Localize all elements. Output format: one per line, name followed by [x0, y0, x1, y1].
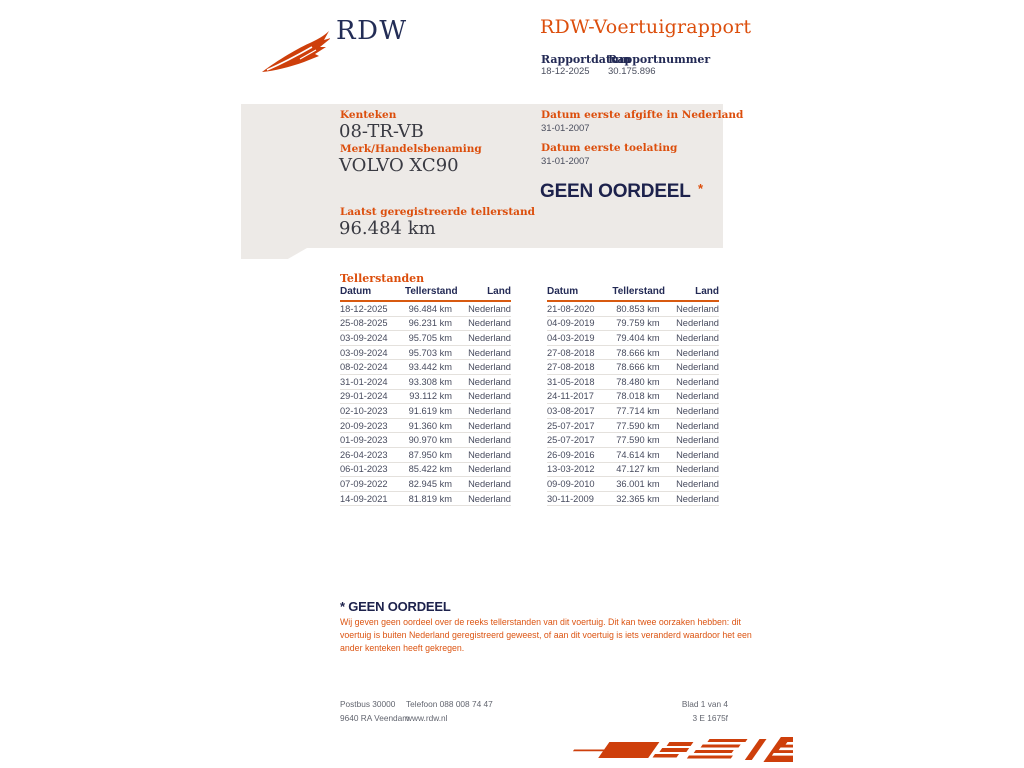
table-row — [340, 404, 511, 419]
cell-tellerstand: 93.308 km — [408, 376, 452, 387]
rapportnummer-label: Rapportnummer — [608, 53, 711, 66]
cell-land: Nederland — [676, 478, 719, 489]
laatste-tellerstand-label: Laatst geregistreerde tellerstand — [340, 206, 535, 218]
cell-datum: 14-09-2021 — [340, 493, 388, 504]
col-header-land: Land — [487, 286, 511, 297]
cell-datum: 03-09-2024 — [340, 347, 388, 358]
footnote-line: voertuig is buiten Nederland geregistreerd geweest, of aan dit voertuig is iets veranderd waardoor het een — [340, 630, 752, 640]
cell-tellerstand: 82.945 km — [408, 478, 452, 489]
merk-value: VOLVO XC90 — [339, 155, 459, 176]
geen-oordeel-footnote-heading: * GEEN OORDEEL — [340, 599, 451, 614]
cell-datum: 26-09-2016 — [547, 449, 595, 460]
table-row — [340, 390, 511, 405]
cell-land: Nederland — [468, 303, 511, 314]
table-row — [547, 448, 719, 463]
table-row — [547, 360, 719, 375]
tellerstanden-table-right — [547, 286, 719, 506]
cell-datum: 29-01-2024 — [340, 391, 388, 402]
table-row — [547, 477, 719, 492]
cell-land: Nederland — [676, 449, 719, 460]
cell-tellerstand: 96.484 km — [408, 303, 452, 314]
cell-tellerstand: 36.001 km — [616, 478, 660, 489]
cell-datum: 04-03-2019 — [547, 332, 595, 343]
tellerstanden-heading: Tellerstanden — [340, 272, 425, 285]
page-title: RDW-Voertuigrapport — [540, 16, 752, 38]
table-header-row — [547, 286, 719, 302]
cell-tellerstand: 93.112 km — [409, 391, 452, 402]
footer-phone: Telefoon 088 008 74 47 — [406, 699, 493, 709]
eerste-afgifte-value: 31-01-2007 — [541, 123, 590, 134]
table-row — [547, 492, 719, 507]
rdw-wing-logo-icon — [260, 28, 330, 74]
cell-tellerstand: 81.819 km — [408, 493, 452, 504]
cell-datum: 20-09-2023 — [340, 420, 388, 431]
cell-datum: 09-09-2010 — [547, 478, 595, 489]
col-header-datum: Datum — [547, 286, 579, 297]
eerste-toelating-label: Datum eerste toelating — [541, 142, 678, 154]
table-body-left — [340, 302, 511, 506]
col-header-datum: Datum — [340, 286, 372, 297]
cell-datum: 01-09-2023 — [340, 435, 388, 446]
table-row — [547, 331, 719, 346]
col-header-tellerstand: Tellerstand — [404, 286, 458, 297]
vehicle-summary-box — [241, 104, 723, 248]
cell-land: Nederland — [468, 420, 511, 431]
cell-datum: 27-08-2018 — [547, 362, 595, 373]
oordeel-status: GEEN OORDEEL — [540, 181, 691, 202]
cell-tellerstand: 87.950 km — [408, 449, 452, 460]
cell-tellerstand: 85.422 km — [408, 464, 452, 475]
cell-datum: 30-11-2009 — [547, 493, 594, 504]
footer-address-line1: Postbus 30000 — [340, 699, 396, 709]
cell-tellerstand: 93.442 km — [408, 362, 452, 373]
eerste-toelating-value: 31-01-2007 — [541, 156, 590, 167]
eerste-afgifte-label: Datum eerste afgifte in Nederland — [541, 109, 744, 121]
table-row — [547, 463, 719, 478]
cell-tellerstand: 78.018 km — [616, 391, 660, 402]
cell-tellerstand: 74.614 km — [616, 449, 660, 460]
cell-land: Nederland — [676, 347, 719, 358]
geen-oordeel-footnote-body — [340, 616, 752, 655]
rapportdatum-label: Rapportdatum — [541, 53, 631, 66]
rapportdatum-value: 18-12-2025 — [541, 66, 590, 77]
footnote-line: Wij geven geen oordeel over de reeks tellerstanden van dit voertuig. Dit kan twee oorzaken hebben: dit — [340, 617, 741, 627]
table-row — [340, 375, 511, 390]
cell-land: Nederland — [676, 493, 719, 504]
cell-land: Nederland — [676, 332, 719, 343]
cell-tellerstand: 95.705 km — [408, 332, 452, 343]
cell-land: Nederland — [468, 449, 511, 460]
cell-land: Nederland — [468, 362, 511, 373]
cell-tellerstand: 91.360 km — [408, 420, 452, 431]
cell-datum: 31-01-2024 — [340, 376, 388, 387]
cell-land: Nederland — [468, 405, 511, 416]
cell-land: Nederland — [676, 318, 719, 329]
table-row — [547, 317, 719, 332]
footer-form-code: 3 E 1675f — [692, 713, 728, 723]
cell-land: Nederland — [468, 347, 511, 358]
table-row — [340, 433, 511, 448]
table-row — [340, 492, 511, 507]
cell-land: Nederland — [676, 420, 719, 431]
cell-tellerstand: 79.759 km — [616, 318, 660, 329]
table-body-right — [547, 302, 719, 506]
cell-land: Nederland — [676, 391, 719, 402]
rdw-wordmark: RDW — [336, 16, 408, 46]
oordeel-asterisk: * — [698, 181, 704, 196]
cell-datum: 06-01-2023 — [340, 464, 388, 475]
table-row — [340, 331, 511, 346]
cell-tellerstand: 77.590 km — [616, 435, 660, 446]
rdw-stripes-logo-icon — [543, 734, 793, 768]
table-row — [547, 419, 719, 434]
cell-datum: 08-02-2024 — [340, 362, 388, 373]
table-row — [340, 463, 511, 478]
cell-tellerstand: 47.127 km — [616, 464, 660, 475]
cell-datum: 02-10-2023 — [340, 405, 388, 416]
cell-land: Nederland — [468, 493, 511, 504]
cell-tellerstand: 79.404 km — [616, 332, 660, 343]
cell-datum: 31-05-2018 — [547, 376, 595, 387]
cell-tellerstand: 78.480 km — [616, 376, 660, 387]
cell-land: Nederland — [676, 405, 719, 416]
table-header-row — [340, 286, 511, 302]
footer-page-indicator: Blad 1 van 4 — [681, 699, 728, 709]
cell-land: Nederland — [468, 318, 511, 329]
cell-tellerstand: 91.619 km — [408, 405, 452, 416]
cell-land: Nederland — [676, 435, 719, 446]
cell-tellerstand: 77.590 km — [616, 420, 660, 431]
cell-tellerstand: 77.714 km — [616, 405, 660, 416]
cell-land: Nederland — [676, 303, 719, 314]
cell-datum: 25-08-2025 — [340, 318, 388, 329]
footer-address-line2: 9640 RA Veendam — [340, 713, 410, 723]
cell-tellerstand: 32.365 km — [616, 493, 660, 504]
laatste-tellerstand-value: 96.484 km — [339, 218, 436, 239]
table-row — [340, 302, 511, 317]
cell-land: Nederland — [468, 478, 511, 489]
footnote-line: ander kenteken heeft gekregen. — [340, 643, 465, 653]
table-row — [340, 346, 511, 361]
tellerstanden-table-left — [340, 286, 511, 506]
kenteken-label: Kenteken — [340, 109, 397, 121]
cell-land: Nederland — [468, 464, 511, 475]
cell-datum: 18-12-2025 — [340, 303, 388, 314]
table-row — [340, 419, 511, 434]
kenteken-value: 08-TR-VB — [339, 121, 424, 142]
vehicle-summary-box-tail — [241, 248, 307, 259]
col-header-tellerstand: Tellerstand — [612, 286, 665, 297]
cell-datum: 13-03-2012 — [547, 464, 595, 475]
rapportnummer-value: 30.175.896 — [608, 66, 656, 77]
merk-label: Merk/Handelsbenaming — [340, 143, 482, 155]
cell-land: Nederland — [468, 435, 511, 446]
table-row — [547, 404, 719, 419]
table-row — [547, 390, 719, 405]
cell-tellerstand: 96.231 km — [408, 318, 452, 329]
cell-land: Nederland — [468, 332, 511, 343]
cell-datum: 27-08-2018 — [547, 347, 595, 358]
cell-tellerstand: 78.666 km — [616, 347, 660, 358]
cell-land: Nederland — [676, 376, 719, 387]
table-row — [547, 375, 719, 390]
cell-land: Nederland — [468, 391, 511, 402]
cell-datum: 07-09-2022 — [340, 478, 388, 489]
table-row — [340, 477, 511, 492]
cell-tellerstand: 78.666 km — [616, 362, 660, 373]
cell-tellerstand: 80.853 km — [616, 303, 660, 314]
cell-datum: 26-04-2023 — [340, 449, 388, 460]
table-row — [340, 360, 511, 375]
cell-datum: 24-11-2017 — [547, 391, 594, 402]
table-row — [547, 302, 719, 317]
table-row — [340, 448, 511, 463]
cell-land: Nederland — [676, 464, 719, 475]
cell-datum: 25-07-2017 — [547, 435, 595, 446]
cell-datum: 03-09-2024 — [340, 332, 388, 343]
cell-tellerstand: 90.970 km — [408, 435, 452, 446]
cell-land: Nederland — [676, 362, 719, 373]
table-row — [340, 317, 511, 332]
table-row — [547, 346, 719, 361]
cell-datum: 04-09-2019 — [547, 318, 595, 329]
table-row — [547, 433, 719, 448]
cell-datum: 21-08-2020 — [547, 303, 595, 314]
footer-website: www.rdw.nl — [406, 713, 448, 723]
cell-datum: 25-07-2017 — [547, 420, 595, 431]
cell-datum: 03-08-2017 — [547, 405, 595, 416]
col-header-land: Land — [695, 286, 719, 297]
cell-tellerstand: 95.703 km — [408, 347, 452, 358]
cell-land: Nederland — [468, 376, 511, 387]
